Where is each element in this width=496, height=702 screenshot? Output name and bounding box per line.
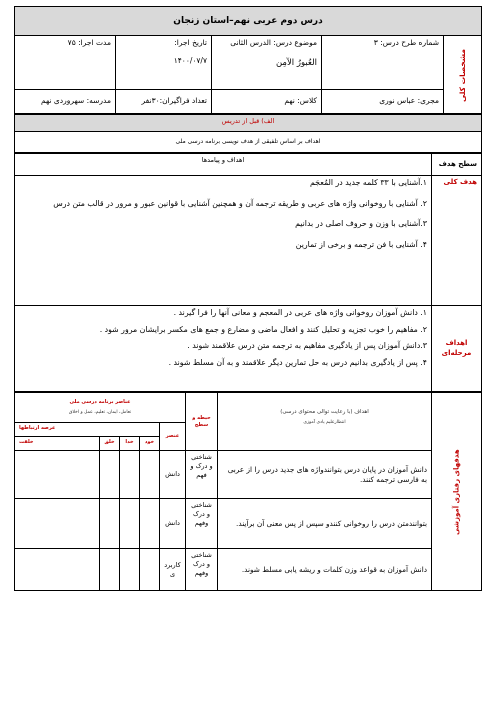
- lesson-topic: [212, 36, 322, 90]
- banner-before-teaching: الف) قبل از تدریس: [15, 115, 482, 132]
- main-goal-item: ۱.آشنایی با ۳۳ کلمه جدید در المُعجَم: [309, 178, 427, 187]
- behavioral-row-text: دانش آموزان در پایان درس بتوانندواژه های جدید درس را از عربی به فارسی ترجمه کنند.: [218, 451, 432, 499]
- class-level: کلاس: نهم: [212, 90, 322, 114]
- goals-table: [14, 153, 482, 392]
- goal-col-subtitle: انتظارعلیم یادی آموزی: [303, 420, 346, 426]
- main-goal-label: هدف کلی: [432, 176, 482, 306]
- behavioral-row-text: دانش آموزان به قواعد وزن کلمات و ریشه یابی مسلط شوند.: [218, 549, 432, 591]
- domain-col-header: حیطه و سطح: [186, 393, 218, 451]
- behavioral-table: [14, 392, 482, 591]
- page-title: درس دوم عربی نهم–استان زنجان: [15, 7, 482, 36]
- general-side-label: مشخصات کلی: [444, 36, 482, 114]
- behavioral-row-domain: شناختی و درک وفهم: [186, 549, 218, 591]
- areas-col-header: عرصه ارتباطها: [15, 423, 160, 437]
- area-god: خدا: [120, 437, 140, 451]
- behavioral-row-element: کاربرد ی: [160, 549, 186, 591]
- main-goal-item: ۳.آشنایی با وزن و حروف اصلی در بدانیم: [295, 219, 427, 229]
- learner-count: تعداد فراگیران:۳۰نفر: [116, 90, 212, 114]
- date-label: تاریخ اجرا:: [174, 38, 207, 47]
- stage-goal-item: ۴. پس از یادگیری بدانیم درس به حل تمارین دیگر علاقمند و به آن مسلط شوند .: [168, 357, 427, 367]
- behavioral-goal-header: [218, 393, 432, 451]
- behavioral-row-text: بتوانندمتن درس را روخوانی کنندو سپس از پس معنی آن برآیند.: [218, 499, 432, 549]
- stage-goal-list: [15, 306, 432, 392]
- national-curriculum-header: [15, 393, 186, 423]
- execution-date: [116, 36, 212, 90]
- banner-table: [14, 114, 482, 153]
- area-self: خود: [140, 437, 160, 451]
- element-col-header: عنصر: [160, 423, 186, 451]
- behavioral-row-domain: شناختی و درک و فهم: [186, 451, 218, 499]
- behavioral-row-domain: شناختی و درک وفهم: [186, 499, 218, 549]
- stage-goal-label: اهداف مرحله‌ای: [432, 306, 482, 392]
- behavioral-label: هدفهای رفتاری آموزشی: [432, 393, 482, 591]
- goals-header: اهداف و پیامدها: [15, 154, 432, 176]
- area-people: خلق: [100, 437, 120, 451]
- national-col-subtitle: تعامل، ایمان، تعلیم، عمل و اخلاق: [68, 409, 132, 415]
- topic-subtitle: العُبورُ الآمِن: [275, 58, 317, 69]
- duration: مدت اجرا: ۷۵: [15, 36, 116, 90]
- behavioral-row-element: دانش: [160, 451, 186, 499]
- goal-level-label: سطح هدف: [432, 154, 482, 176]
- school-name: مدرسه: سهروردی نهم: [15, 90, 116, 114]
- plan-number: شماره طرح درس: ۳: [322, 36, 444, 90]
- banner-goals-note: اهداف بر اساس تلفیقی از هدف نویسی برنامه درسی ملی: [15, 132, 482, 153]
- main-goal-item: ۴. آشنایی با فن ترجمه و برخی از تمارین: [295, 239, 427, 249]
- general-info-table: [14, 6, 482, 114]
- behavioral-row-element: دانش: [160, 499, 186, 549]
- lesson-plan: [14, 6, 482, 591]
- stage-goal-item: ۱. دانش آموزان روخوانی واژه های عربی در المعجم و معانی آنها را فرا گیرند .: [173, 308, 427, 317]
- main-goal-item: ۲. آشنایی با روخوانی واژه های عربی و طریقه ترجمه آن و همچنین آشنایی با قوانین عبور و مرور در قالب متن درس: [53, 198, 427, 208]
- teacher: مجری: عباس نوری: [322, 90, 444, 114]
- stage-goal-item: ۲. مفاهیم را خوب تجزیه و تحلیل کنند و افعال ماضی و مضارع و جمع های مکسر برایشان مرور شود .: [99, 324, 427, 334]
- area-creation: خلقت: [15, 437, 100, 451]
- national-col-title: عناصر برنامه درسی ملی: [69, 399, 131, 406]
- goal-col-title: اهداف (با رعایت توالی محتوای درسی): [280, 409, 369, 415]
- topic-label: موضوع درس: الدرس الثانی: [230, 38, 317, 47]
- date-value: ۱۴۰۰/۰۷/۷: [173, 56, 207, 66]
- stage-goal-item: ۳.دانش آموزان پس از یادگیری مفاهیم به ترجمه متن درس علاقمند شوند .: [187, 341, 427, 351]
- main-goal-list: [15, 176, 432, 306]
